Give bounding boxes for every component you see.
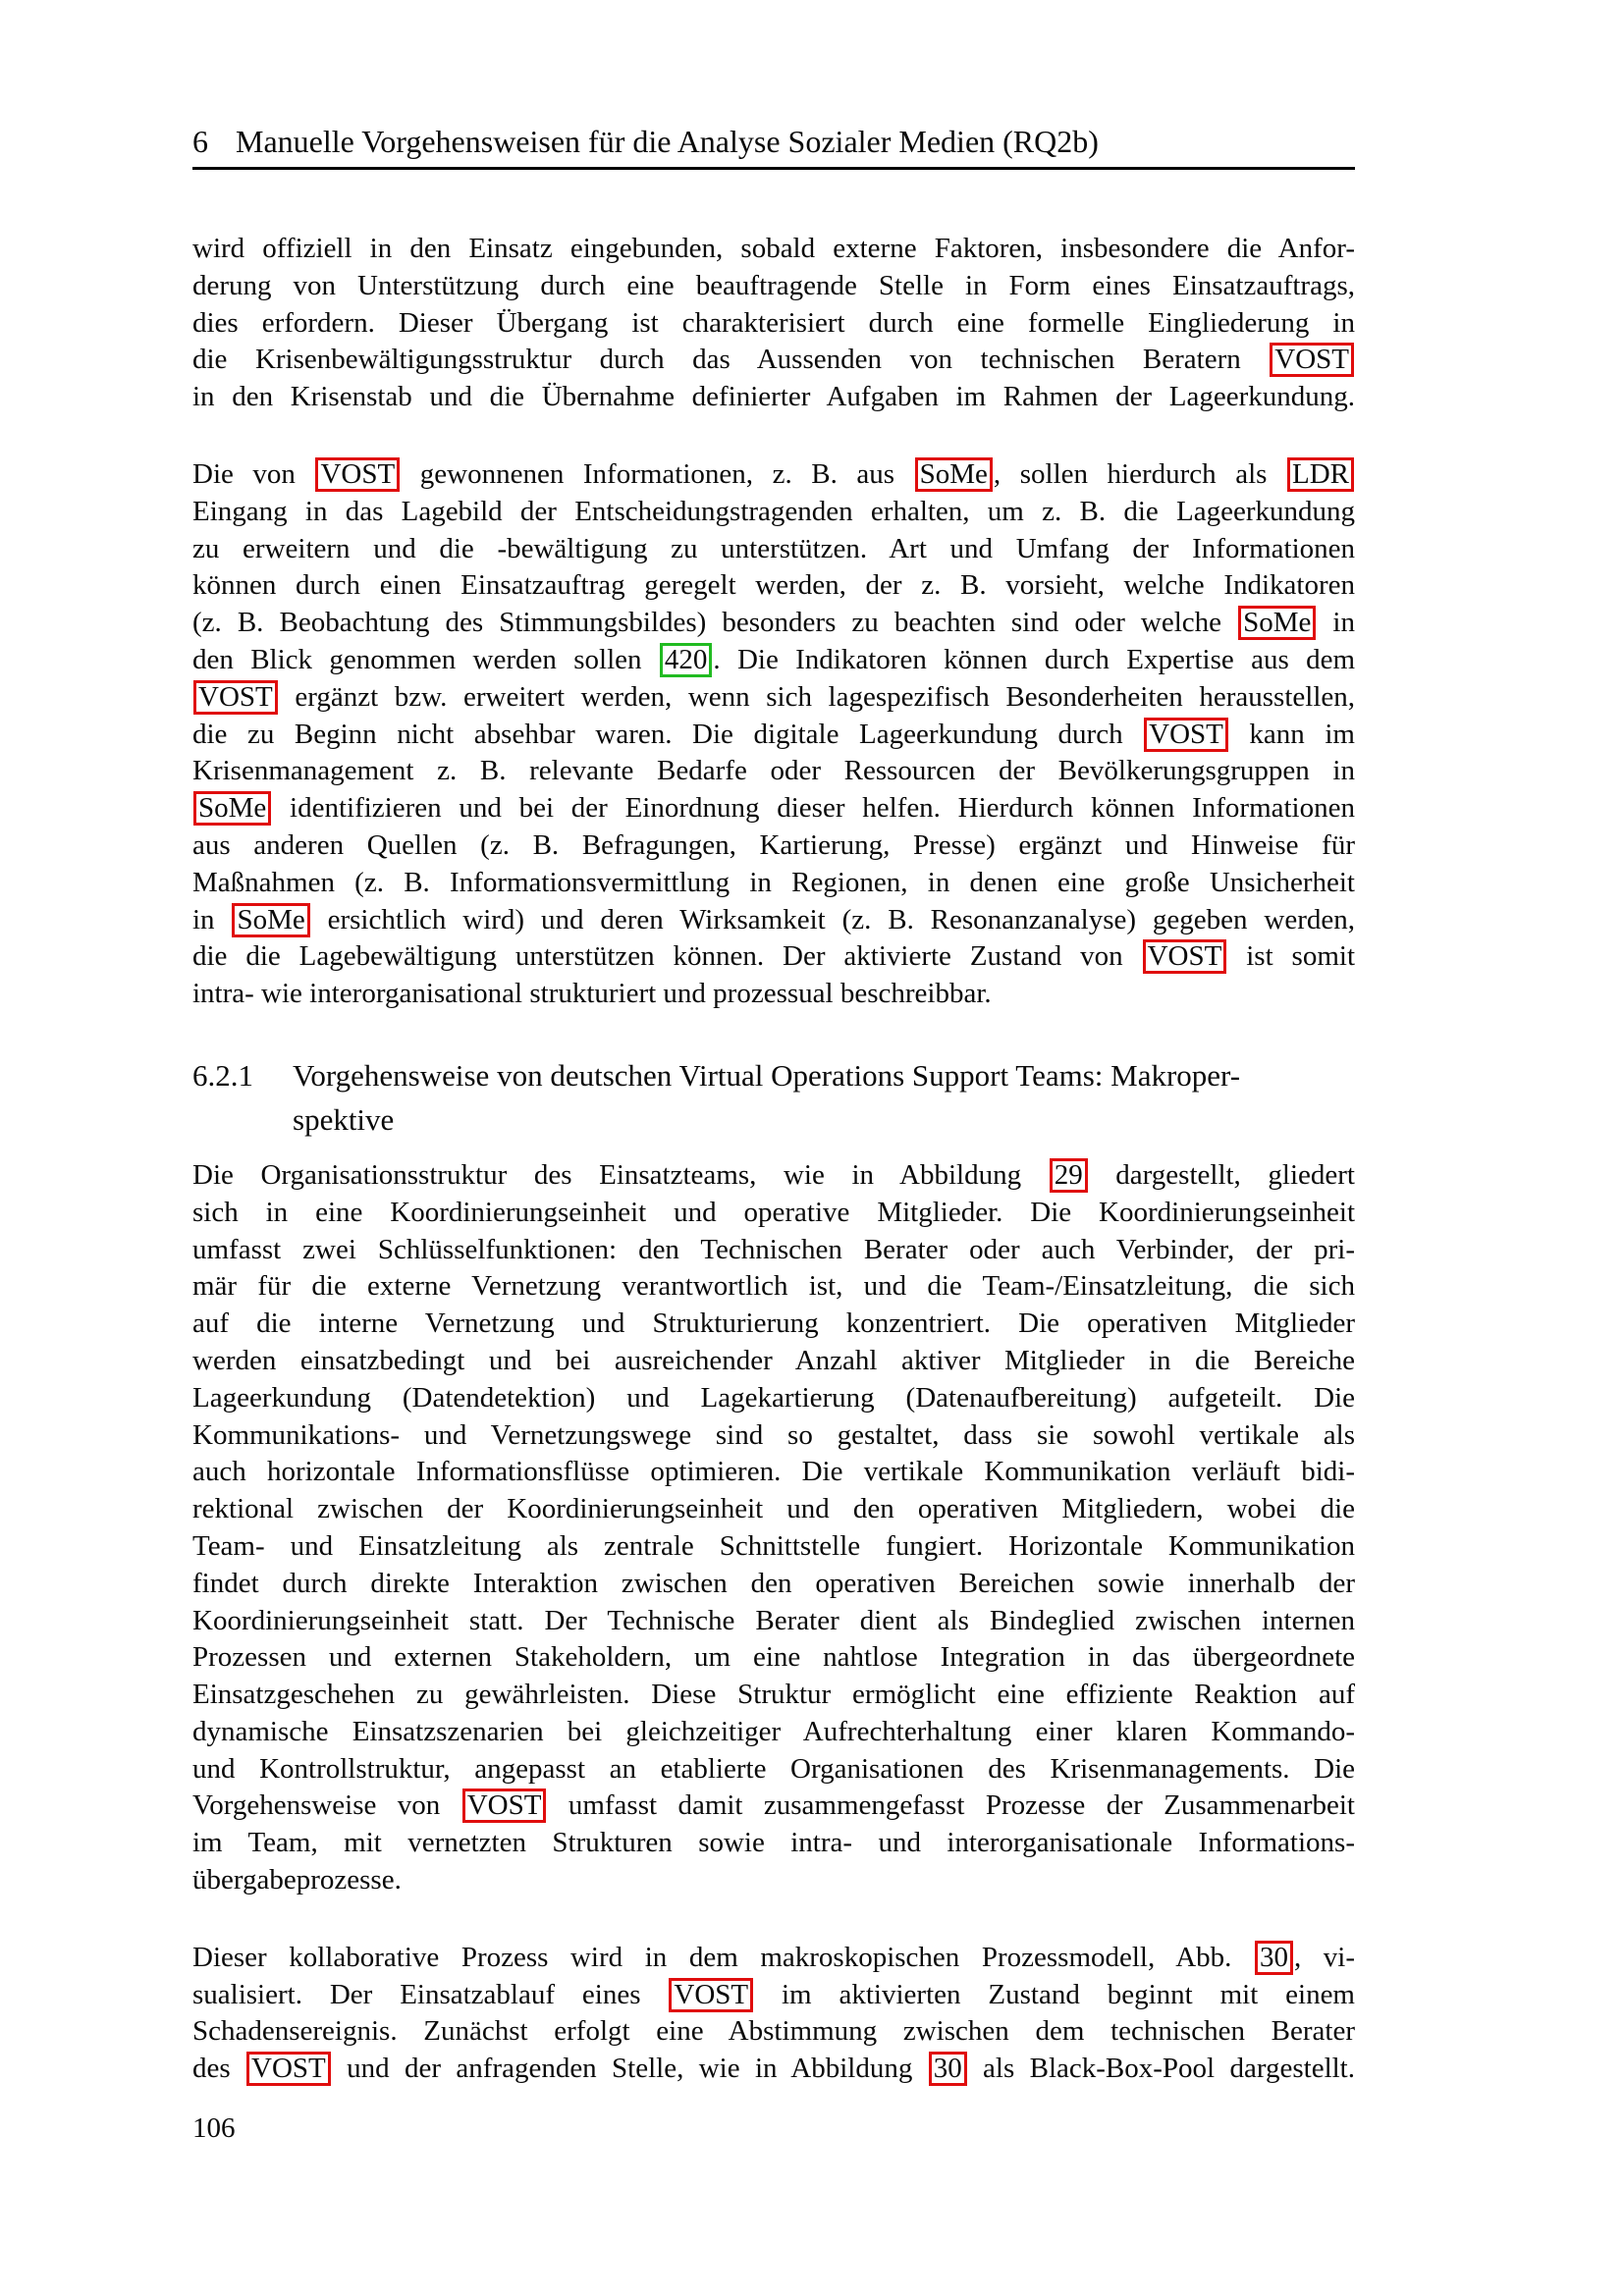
page-body	[192, 231, 1355, 2128]
link-vost[interactable]: VOST	[193, 680, 278, 715]
section-title-line: spektive	[293, 1101, 395, 1137]
paragraph	[192, 1157, 1355, 1899]
text-line: mär für die externe Vernetzung verantwortlich ist, und die Team-/Einsatzleitung, die sich	[192, 1270, 1355, 1303]
text-line: (z. B. Beobachtung des Stimmungsbildes) besonders zu beachten sind oder welche SoMe in	[192, 607, 1355, 639]
link-vost[interactable]: VOST	[315, 457, 400, 492]
link-some[interactable]: SoMe	[1238, 606, 1316, 640]
text-line: Die Organisationsstruktur des Einsatzteams, wie in Abbildung 29 dargestellt, gliedert	[192, 1158, 1355, 1191]
section-heading	[192, 1053, 1355, 1142]
text-line: des VOST und der anfragenden Stelle, wie in Abbildung 30 als Black-Box-Pool dargestellt.	[192, 2053, 1355, 2085]
text-line: Die von VOST gewonnenen Informationen, z. B. aus SoMe , sollen hierdurch als LDR	[192, 456, 1355, 494]
text-line: Vorgehensweise von VOST umfasst damit zusammengefasst Prozesse der Zusammenarbeit	[192, 1789, 1355, 1822]
text-line: derung von Unterstützung durch eine beauftragende Stelle in Form eines Einsatzauftrags,	[192, 269, 1355, 301]
text-line: in den Krisenstab und die Übernahme definierter Aufgaben im Rahmen der Lageerkundung.	[192, 381, 1355, 413]
text-line: dies erfordern. Dieser Übergang ist charakterisiert durch eine formelle Eingliederung in	[192, 306, 1355, 339]
section-title	[293, 1053, 1355, 1142]
text-line: findet durch direkte Interaktion zwischen den operativen Bereichen sowie innerhalb der	[192, 1567, 1355, 1599]
link-ldr[interactable]: LDR	[1287, 457, 1354, 492]
text-line: und Kontrollstruktur, angepasst an etablierte Organisationen des Krisenmanagements. Die	[192, 1752, 1355, 1785]
text-line: Eingang in das Lagebild der Entscheidungstragenden erhalten, um z. B. die Lageerkundung	[192, 495, 1355, 527]
paragraph	[192, 456, 1355, 1013]
text-line: VOST ergänzt bzw. erweitert werden, wenn sich lagespezifisch Besonderheiten herausstellen,	[192, 679, 1355, 717]
text-line: SoMe identifizieren und bei der Einordnung dieser helfen. Hierdurch können Informationen	[192, 790, 1355, 828]
paragraph	[192, 1940, 1355, 2088]
text-line: Maßnahmen (z. B. Informationsvermittlung in Regionen, in denen eine große Unsicherheit	[192, 866, 1355, 898]
text-line: wird offiziell in den Einsatz eingebunden, sobald externe Faktoren, insbesondere die Anfor-	[192, 233, 1355, 264]
link-some[interactable]: SoMe	[193, 791, 271, 826]
link-vost[interactable]: VOST	[669, 1978, 753, 2012]
link-vost[interactable]: VOST	[1143, 939, 1227, 974]
text-line: sich in eine Koordinierungseinheit und operative Mitglieder. Die Koordinierungseinheit	[192, 1196, 1355, 1228]
link-vost[interactable]: VOST	[462, 1789, 547, 1823]
cite-420[interactable]: 420	[660, 643, 713, 677]
text-line: auch horizontale Informationsflüsse optimieren. Die vertikale Kommunikation verläuft bidi-	[192, 1456, 1355, 1488]
text-line: Lageerkundung (Datendetektion) und Lagekartierung (Datenaufbereitung) aufgeteilt. Die	[192, 1381, 1355, 1414]
text-line: rektional zwischen der Koordinierungseinheit und den operativen Mitgliedern, wobei die	[192, 1493, 1355, 1525]
text-line: die die Lagebewältigung unterstützen können. Der aktivierte Zustand von VOST ist somit	[192, 940, 1355, 973]
text-line: Dieser kollaborative Prozess wird in dem makroskopischen Prozessmodell, Abb. 30 , vi-	[192, 1941, 1355, 1973]
section-title-line: Vorgehensweise von deutschen Virtual Operations Support Teams: Makroper-	[293, 1057, 1241, 1093]
link-fig-30[interactable]: 30	[929, 2052, 967, 2086]
page-number: 106	[192, 2112, 236, 2144]
link-fig-29[interactable]: 29	[1050, 1158, 1088, 1193]
link-some[interactable]: SoMe	[915, 457, 993, 492]
text-line: Koordinierungseinheit statt. Der Technische Berater dient als Bindeglied zwischen internen	[192, 1604, 1355, 1636]
text-line: übergabeprozesse.	[192, 1864, 402, 1896]
text-line: aus anderen Quellen (z. B. Befragungen, Kartierung, Presse) ergänzt und Hinweise für	[192, 828, 1355, 861]
text-line: Schadensereignis. Zunächst erfolgt eine Abstimmung zwischen dem technischen Berater	[192, 2015, 1355, 2048]
text-line: die Krisenbewältigungsstruktur durch das Aussenden von technischen Beratern VOST	[192, 342, 1355, 379]
text-line: können durch einen Einsatzauftrag geregelt werden, der z. B. vorsieht, welche Indikatoren	[192, 569, 1355, 602]
text-line: werden einsatzbedingt und bei ausreichender Anzahl aktiver Mitglieder in die Bereiche	[192, 1344, 1355, 1376]
text-line: in SoMe ersichtlich wird) und deren Wirksamkeit (z. B. Resonanzanalyse) gegeben werden,	[192, 903, 1355, 935]
link-vost[interactable]: VOST	[246, 2052, 331, 2086]
text-line: Krisenmanagement z. B. relevante Bedarfe oder Ressourcen der Bevölkerungsgruppen in	[192, 755, 1355, 787]
text-line: Einsatzgeschehen zu gewährleisten. Diese Struktur ermöglicht eine effiziente Reaktion auf	[192, 1679, 1355, 1711]
text-line: im Team, mit vernetzten Strukturen sowie intra- und interorganisationale Informations-	[192, 1827, 1355, 1859]
text-line: umfasst zwei Schlüsselfunktionen: den Technischen Berater oder auch Verbinder, der pri-	[192, 1233, 1355, 1265]
text-line: dynamische Einsatzszenarien bei gleichzeitiger Aufrechterhaltung einer klaren Kommando-	[192, 1715, 1355, 1747]
text-line: Team- und Einsatzleitung als zentrale Schnittstelle fungiert. Horizontale Kommunikation	[192, 1529, 1355, 1562]
text-line: auf die interne Vernetzung und Strukturierung konzentriert. Die operativen Mitglieder	[192, 1308, 1355, 1340]
text-line: zu erweitern und die -bewältigung zu unterstützen. Art und Umfang der Informationen	[192, 532, 1355, 564]
link-vost[interactable]: VOST	[1144, 718, 1228, 752]
paragraph	[192, 231, 1355, 416]
text-line: Prozessen und externen Stakeholdern, um eine nahtlose Integration in das übergeordnete	[192, 1641, 1355, 1674]
chapter-number: 6	[192, 124, 208, 159]
running-header	[192, 122, 1355, 170]
text-line: Kommunikations- und Vernetzungswege sind so gestaltet, dass sie sowohl vertikale als	[192, 1418, 1355, 1451]
link-fig-30[interactable]: 30	[1255, 1941, 1293, 1975]
text-line: sualisiert. Der Einsatzablauf eines VOST im aktivierten Zustand beginnt mit einem	[192, 1978, 1355, 2010]
text-line: intra- wie interorganisational strukturiert und prozessual beschreibbar.	[192, 978, 992, 1010]
chapter-title: Manuelle Vorgehensweisen für die Analyse Sozialer Medien (RQ2b)	[236, 124, 1099, 159]
link-some[interactable]: SoMe	[232, 903, 309, 937]
section-number: 6.2.1	[192, 1057, 253, 1093]
link-vost[interactable]: VOST	[1270, 343, 1354, 377]
text-line: den Blick genommen werden sollen 420 . Die Indikatoren können durch Expertise aus dem	[192, 643, 1355, 675]
text-line: die zu Beginn nicht absehbar waren. Die digitale Lageerkundung durch VOST kann im	[192, 718, 1355, 750]
